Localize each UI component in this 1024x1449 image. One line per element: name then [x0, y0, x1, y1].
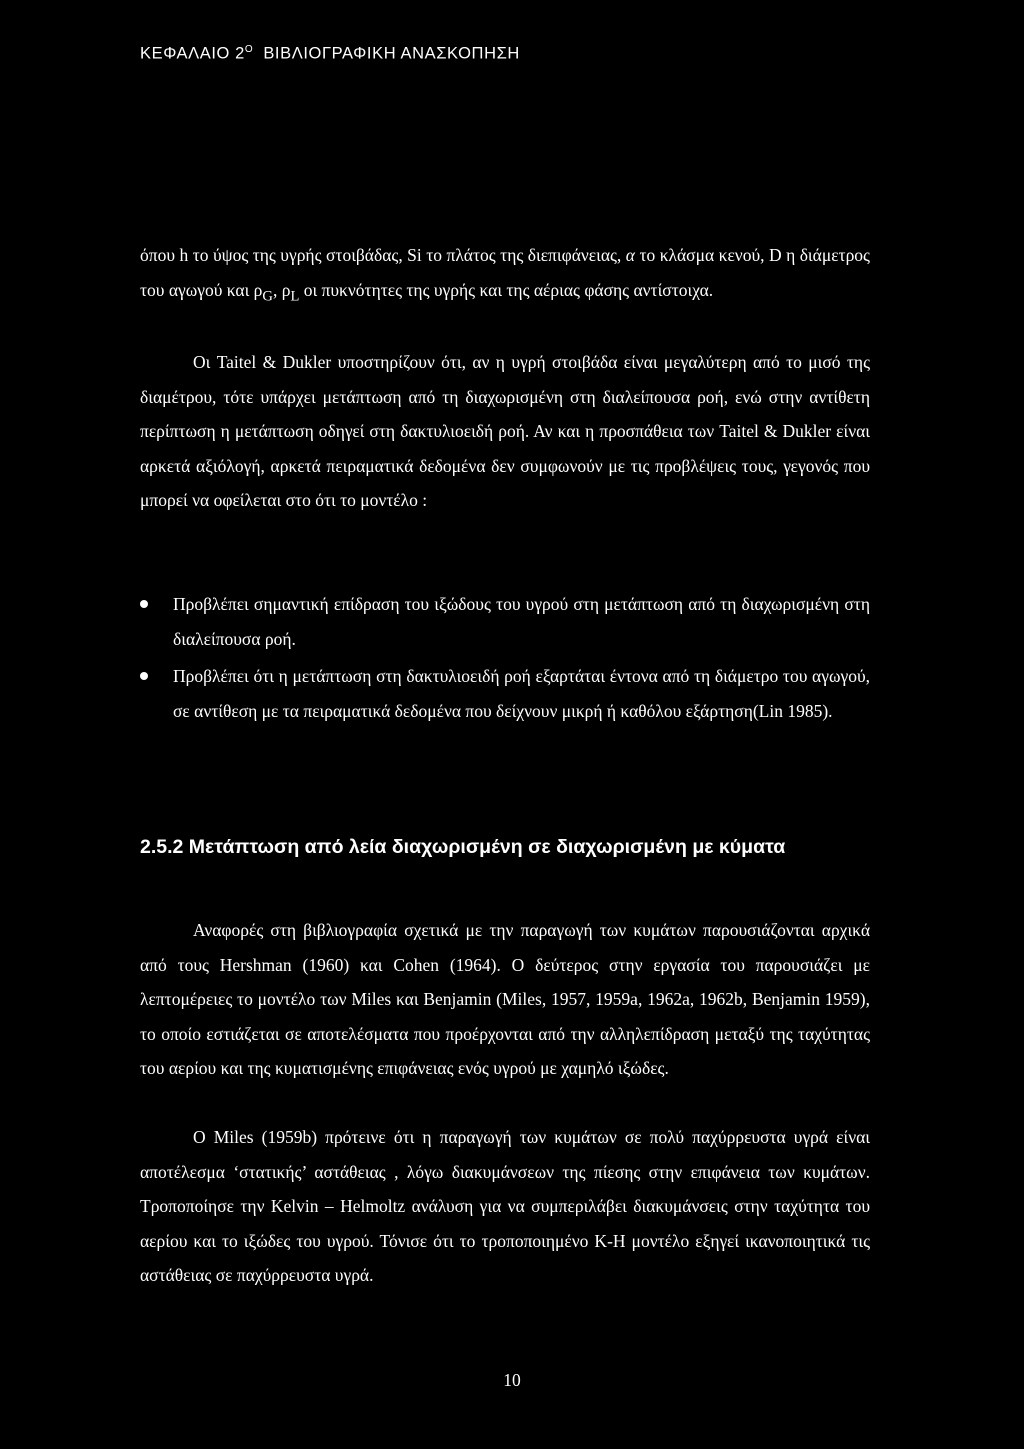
running-header: [140, 44, 520, 64]
bullet-list: [140, 587, 870, 728]
chapter-superscript: Ο: [244, 44, 254, 55]
list-item: Προβλέπει ότι η μετάπτωση στη δακτυλιοειδή ροή εξαρτάται έντονα από τη διάμετρο του αγωγού, σε αντίθεση με τα πειραματικά δεδομένα που δείχνουν μικρή ή καθόλου εξάρτηση(Lin 1985).: [140, 659, 870, 728]
bullet-icon: [140, 672, 148, 680]
alpha-symbol: α: [625, 245, 635, 265]
list-item: Προβλέπει σημαντική επίδραση του ιξώδους του υγρού στη μετάπτωση από τη διαχωρισμένη στη διαλείπουσα ροή.: [140, 587, 870, 656]
chapter-label: ΚΕΦΑΛΑΙΟ 2: [140, 44, 245, 63]
page-number: 10: [503, 1370, 521, 1390]
header-title: ΒΙΒΛΙΟΓΡΑΦΙΚΗ ΑΝΑΣΚΟΠΗΣΗ: [263, 44, 520, 63]
section-heading: 2.5.2 Μετάπτωση από λεία διαχωρισμένη σε διαχωρισμένη με κύματα: [140, 836, 786, 858]
subscript-l: L: [290, 288, 300, 304]
subscript-g: G: [262, 288, 273, 304]
intro-paragraph-2: Οι Taitel & Dukler υποστηρίζουν ότι, αν η υγρή στοιβάδα είναι μεγαλύτερη από το μισό της διαμέτρου, τότε υπάρχει μετάπτωση από τη διαχωρισμένη στη διαλείπουσα ροή, ενώ στην αντίθετη περίπτωση η μετάπτωση οδηγεί στη δακτυλιοειδή ροή. Αν και η προσπάθεια των Taitel & Dukler είναι αρκετά αξιόλογή, αρκετά πειραματικά δεδομένα δεν συμφωνούν με τις προβλέψεις τους, γεγονός που μπορεί να οφείλεται στο ότι το μοντέλο :: [140, 352, 870, 510]
section-paragraph-2: Ο Miles (1959b) πρότεινε ότι η παραγωγή των κυμάτων σε πολύ παχύρρευστα υγρά είναι αποτέλεσμα ‘στατικής’ αστάθειας , λόγω διακυμάνσεων της πίεσης στην επιφάνεια των κυμάτων. Τροποποίησε την Kelvin – Helmoltz ανάλυση για να συμπεριλάβει διακυμάνσεις στην ταχύτητα του αερίου και το ιξώδες του υγρού. Τόνισε ότι το τροποποιημένο K-H μοντέλο εξηγεί ικανοποιητικά τις αστάθειας σε παχύρρευστα υγρά.: [140, 1127, 870, 1285]
bullet-icon: [140, 600, 148, 608]
intro-paragraph-1: όπου h το ύψος της υγρής στοιβάδας, Si το πλάτος της διεπιφάνειας, α το κλάσμα κενού, D η διάμετρος του αγωγού και $\rho_G$, $\rho_L$ οι πυκνότητες της υγρής και της αέριας φάσης αντίστοιχα.: [140, 245, 870, 304]
section-paragraph-1: Αναφορές στη βιβλιογραφία σχετικά με την παραγωγή των κυμάτων παρουσιάζονται αρχικά από τους Hershman (1960) και Cohen (1964). Ο δεύτερος στην εργασία του παρουσιάζει με λεπτομέρειες το μοντέλο των Miles και Benjamin (Miles, 1957, 1959a, 1962a, 1962b, Benjamin 1959), το οποίο εστιάζεται σε αποτελέσματα που προέρχονται από την αλληλεπίδραση μεταξύ της ταχύτητας του αερίου και της κυματισμένης επιφάνειας ενός υγρού με χαμηλό ιξώδες.: [140, 920, 870, 1078]
